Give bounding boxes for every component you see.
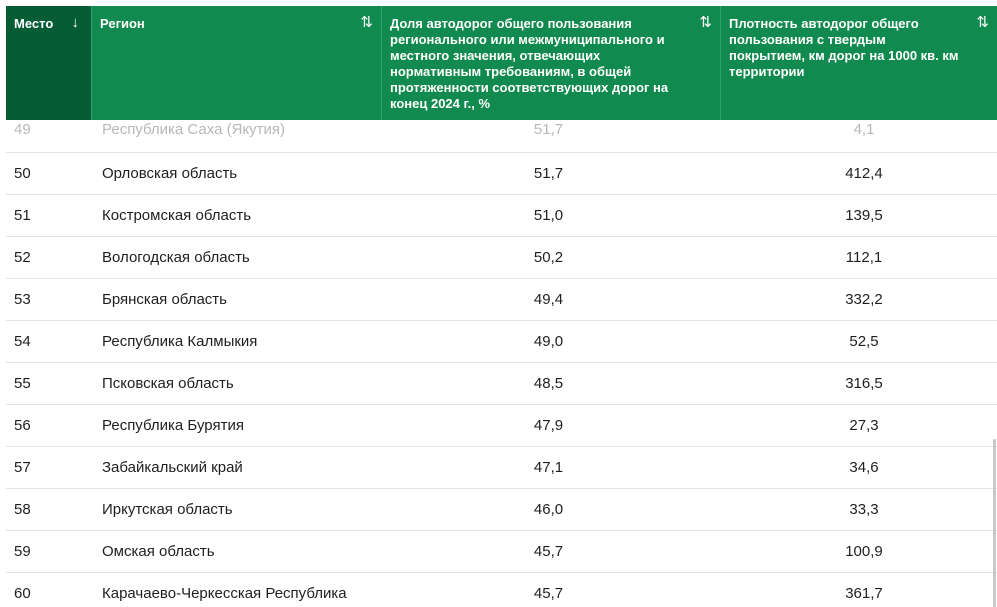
cell-region: Иркутская область <box>102 501 233 518</box>
table-header <box>6 6 997 120</box>
cell-place: 58 <box>14 501 31 518</box>
cell-region: Костромская область <box>102 207 252 224</box>
column-header-place[interactable] <box>6 6 92 120</box>
cell-share: 51,0 <box>533 207 564 224</box>
cell-share: 51,7 <box>533 121 564 138</box>
table-row <box>6 195 997 237</box>
column-header-density[interactable] <box>721 6 997 120</box>
sort-desc-icon[interactable]: ↓ <box>71 14 79 31</box>
cell-region: Псковская область <box>102 375 234 392</box>
cell-share: 50,2 <box>533 249 564 266</box>
table-row <box>6 363 997 405</box>
cell-share: 46,0 <box>533 501 564 518</box>
cell-density: 100,9 <box>845 543 883 560</box>
cell-place: 56 <box>14 417 31 434</box>
table-row <box>6 531 997 573</box>
column-header-region-label: Регион <box>100 16 145 31</box>
cell-density: 361,7 <box>845 585 883 602</box>
cell-place: 59 <box>14 543 31 560</box>
vertical-scrollbar[interactable] <box>993 439 996 607</box>
cell-place: 55 <box>14 375 31 392</box>
ranking-table <box>6 6 997 607</box>
cell-place: 50 <box>14 165 31 182</box>
cell-place: 49 <box>14 121 31 138</box>
cell-density: 33,3 <box>849 501 879 518</box>
table-row <box>6 447 997 489</box>
sort-toggle-icon[interactable]: ⇅ <box>976 14 987 31</box>
cell-density: 4,1 <box>853 121 875 138</box>
cell-share: 45,7 <box>533 543 564 560</box>
sort-toggle-icon[interactable]: ⇅ <box>360 14 371 31</box>
cell-density: 52,5 <box>849 333 879 350</box>
cell-region: Брянская область <box>102 291 227 308</box>
cell-region: Республика Саха (Якутия) <box>102 121 286 138</box>
cell-place: 51 <box>14 207 31 224</box>
cell-region: Карачаево-Черкесская Республика <box>102 585 347 602</box>
cell-density: 412,4 <box>845 165 883 182</box>
cell-region: Республика Калмыкия <box>102 333 258 350</box>
cell-place: 53 <box>14 291 31 308</box>
table-row <box>6 237 997 279</box>
cell-place: 60 <box>14 585 31 602</box>
cell-share: 45,7 <box>533 585 564 602</box>
column-header-density-label: Плотность автодорог общего пользования с твердым покрытием, км дорог на 1000 кв. км территории <box>729 16 959 79</box>
column-header-region[interactable] <box>92 6 382 120</box>
cell-region: Орловская область <box>102 165 238 182</box>
cell-share: 47,9 <box>533 417 564 434</box>
table-row <box>6 405 997 447</box>
column-header-place-label: Место <box>14 16 54 31</box>
cell-share: 47,1 <box>533 459 564 476</box>
cell-density: 139,5 <box>845 207 883 224</box>
cell-share: 48,5 <box>533 375 564 392</box>
cell-place: 54 <box>14 333 31 350</box>
sort-toggle-icon[interactable]: ⇅ <box>699 14 710 31</box>
table-body <box>6 120 997 607</box>
cell-density: 112,1 <box>845 249 883 266</box>
cell-place: 52 <box>14 249 31 266</box>
cell-share: 49,4 <box>533 291 564 308</box>
cell-density: 332,2 <box>845 291 883 308</box>
cell-region: Омская область <box>102 543 215 560</box>
cell-share: 49,0 <box>533 333 564 350</box>
cell-share: 51,7 <box>533 165 564 182</box>
table-row <box>6 279 997 321</box>
cell-region: Вологодская область <box>102 249 250 266</box>
table-row <box>6 321 997 363</box>
cell-density: 34,6 <box>849 459 879 476</box>
column-header-share-label: Доля автодорог общего пользования регионального или межмуниципального и местного значения, отвечающих нормативным требованиям, в общей протяженности соответствующих дорог на конец 2024 г., % <box>390 16 669 111</box>
cell-density: 316,5 <box>845 375 883 392</box>
column-header-share[interactable] <box>382 6 721 120</box>
cell-place: 57 <box>14 459 31 476</box>
cell-region: Республика Бурятия <box>102 417 244 434</box>
table-row <box>6 120 997 153</box>
table-row <box>6 153 997 195</box>
table-row <box>6 489 997 531</box>
cell-region: Забайкальский край <box>102 459 243 476</box>
table-row <box>6 573 997 607</box>
cell-density: 27,3 <box>849 417 879 434</box>
